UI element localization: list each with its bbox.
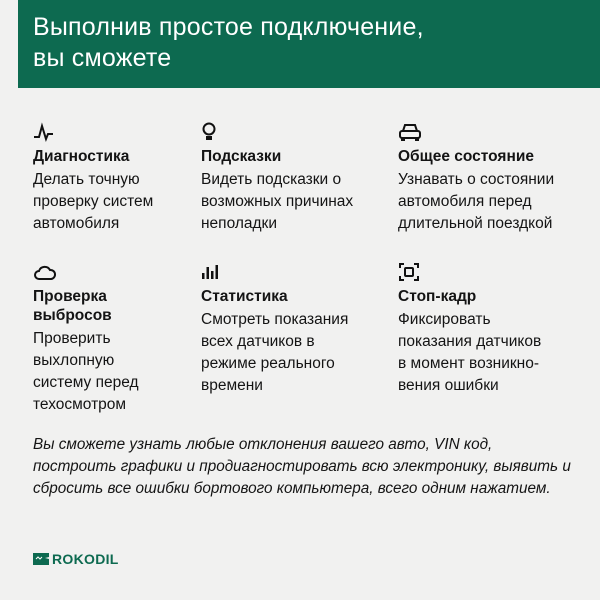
crocodile-logo-icon (33, 552, 49, 566)
capture-icon (398, 262, 588, 282)
feature-title: Диагностика (33, 148, 130, 165)
feature-title: Проверка выбросов (33, 288, 112, 324)
feature-text: Фиксировать показания датчиков в момент возникно-вения ошибки (398, 311, 542, 394)
car-icon (398, 122, 588, 142)
bar-chart-icon (201, 262, 391, 282)
feature-title: Подсказки (201, 148, 282, 165)
summary-paragraph: Вы сможете узнать любые отклонения вашего авто, VIN код, построить графики и продиагностировать всю электронику, выявить и сбросить все ошибки бортового компьютера, всего одним нажатием. (33, 436, 571, 497)
pulse-icon (33, 122, 223, 142)
feature-hints (201, 122, 391, 235)
page-title: Выполнив простое подключение, вы сможете (33, 13, 424, 72)
title-banner (18, 0, 600, 88)
feature-general-state (398, 122, 588, 235)
feature-text: Узнавать о состоянии автомобиля перед длительной поездкой (398, 171, 555, 232)
feature-text: Смотреть показания всех датчиков в режиме реального времени (201, 311, 349, 394)
feature-diagnostics (33, 122, 223, 235)
brand-name: ROKODIL (52, 551, 119, 567)
lightbulb-icon (201, 122, 391, 142)
feature-text: Видеть подсказки о возможных причинах неполадки (201, 171, 354, 232)
feature-statistics (201, 262, 391, 397)
feature-text: Проверить выхлопную систему перед техосмотром (33, 330, 139, 413)
feature-title: Стоп-кадр (398, 288, 477, 305)
feature-title: Общее состояние (398, 148, 534, 165)
feature-title: Статистика (201, 288, 288, 305)
brand-logo (33, 551, 119, 567)
feature-emissions (33, 262, 223, 416)
feature-text: Делать точную проверку систем автомобиля (33, 171, 154, 232)
cloud-icon (33, 262, 223, 282)
feature-freeze-frame (398, 262, 588, 397)
